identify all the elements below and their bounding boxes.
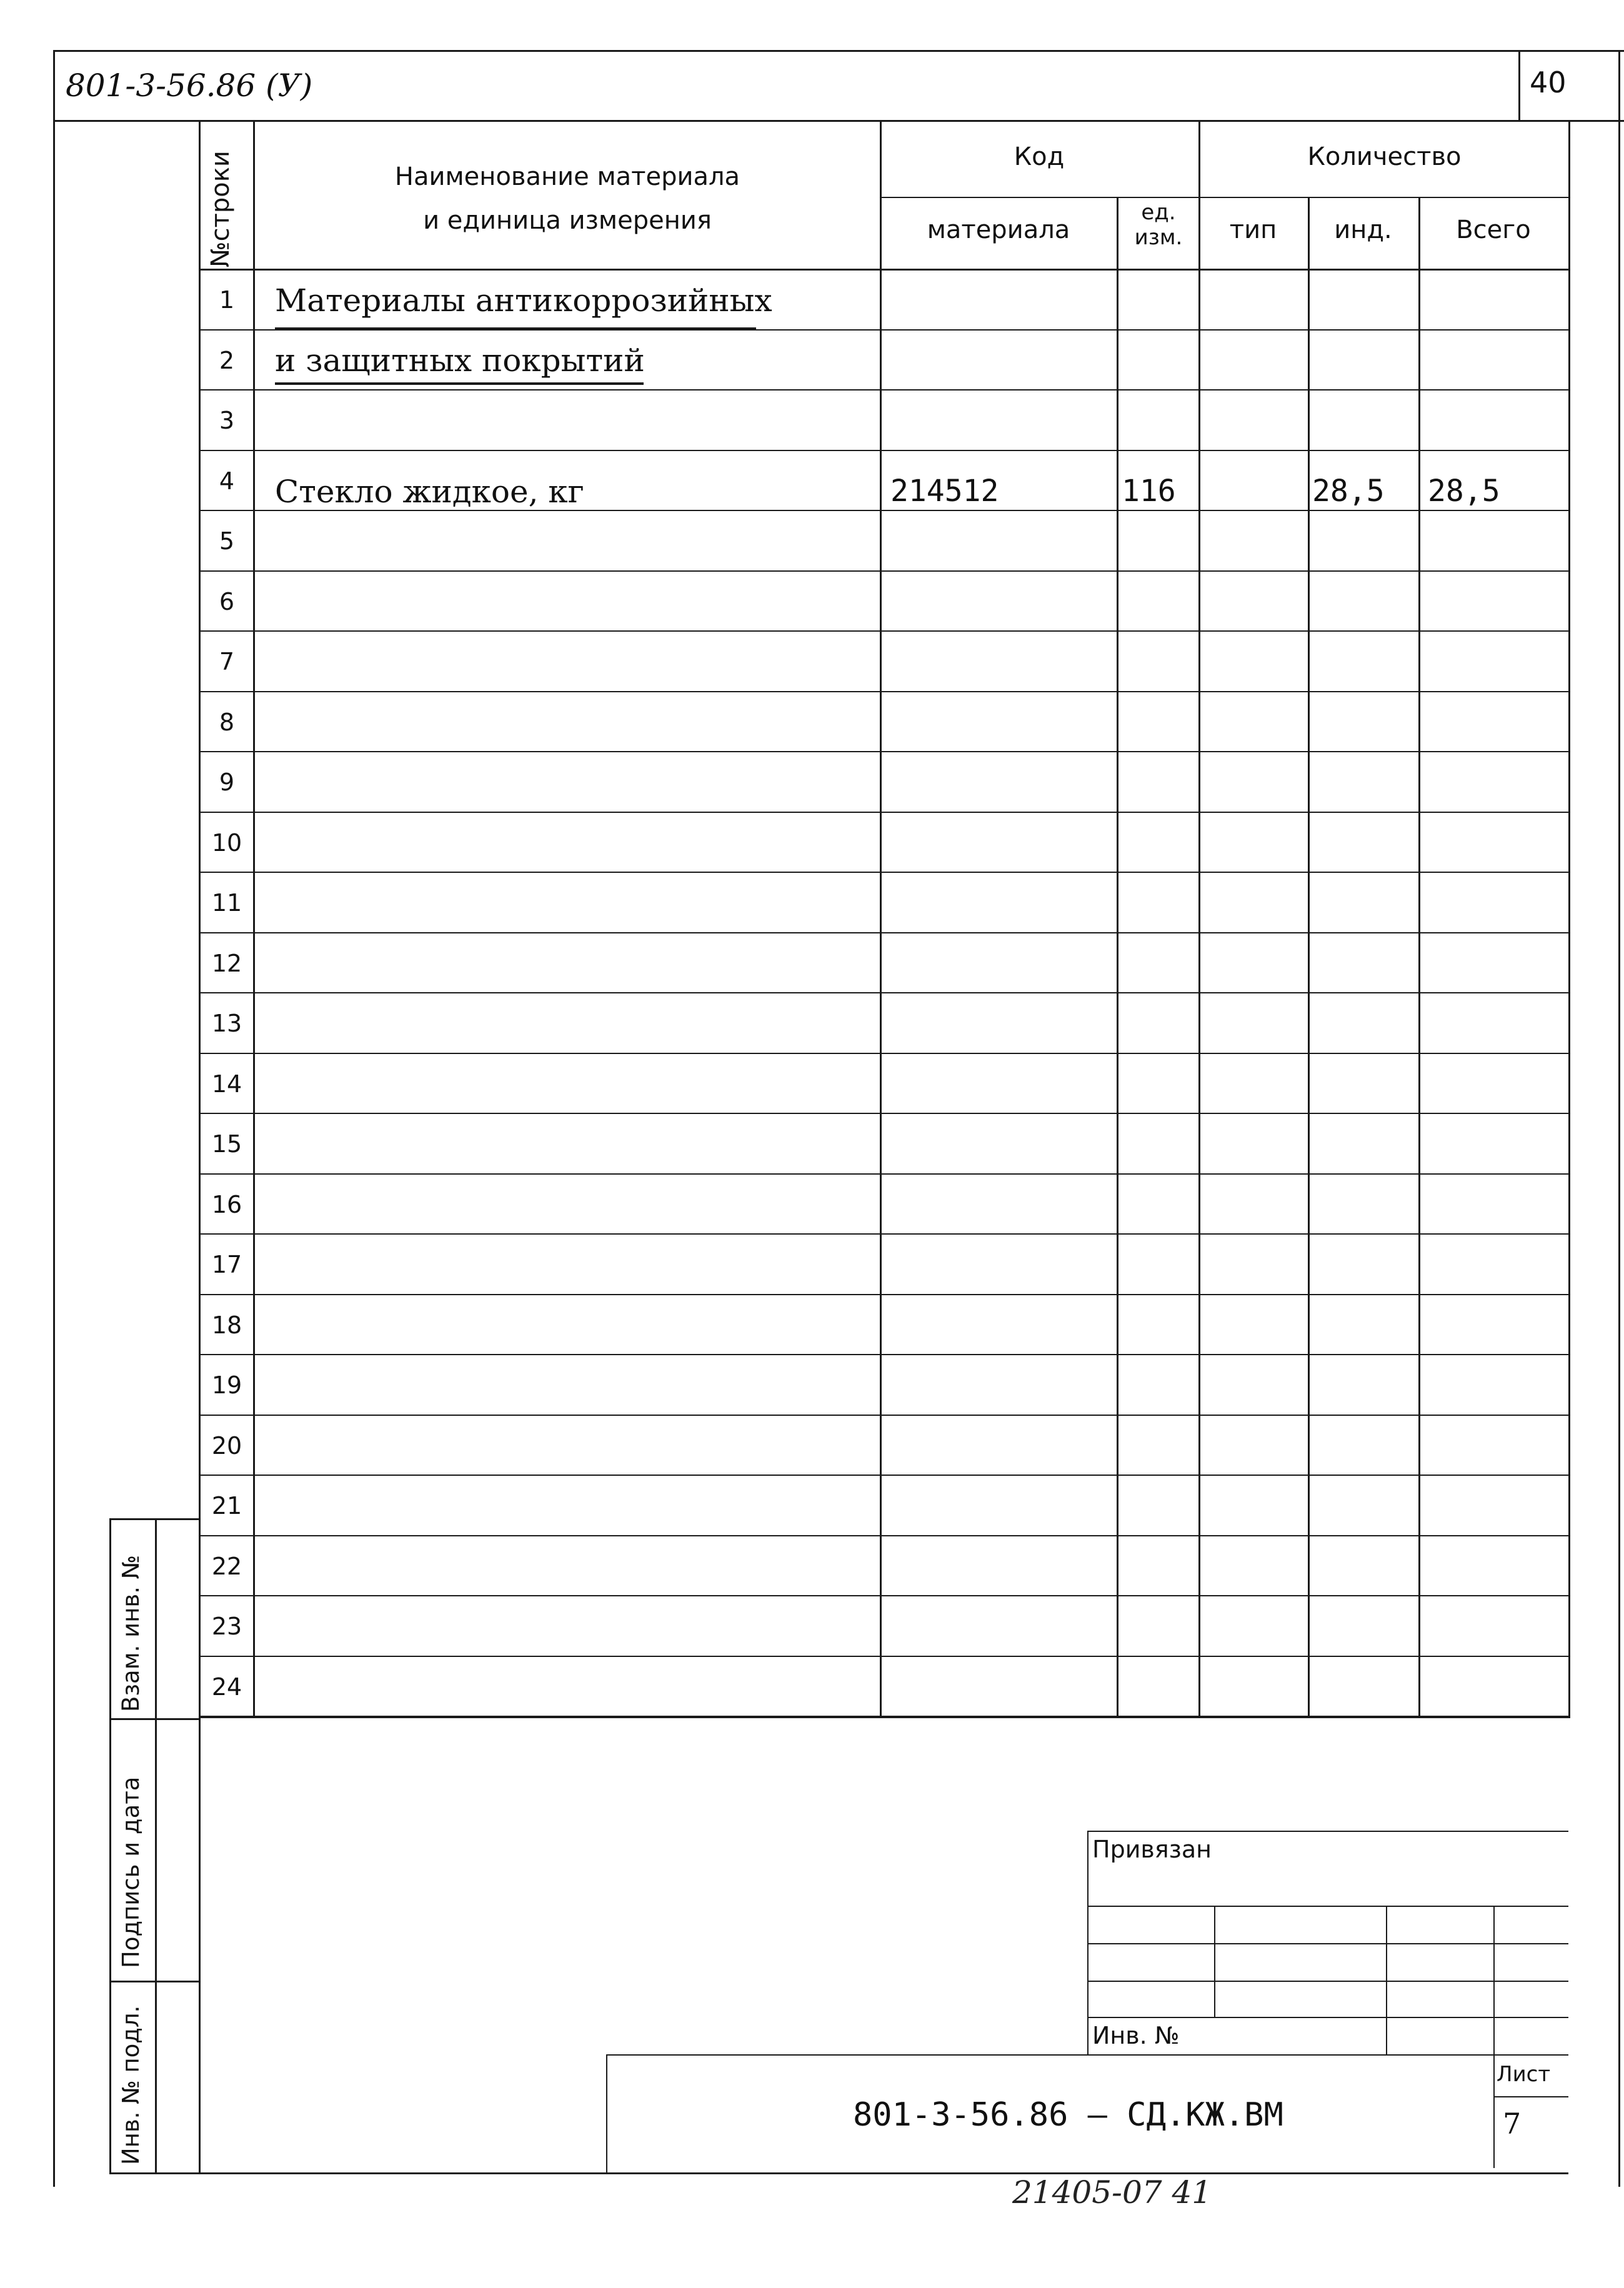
table-row-line: [199, 1595, 1570, 1596]
tb-v3: [1493, 1906, 1495, 2168]
col-qty-left: [1198, 120, 1200, 1718]
row4-total: 28,5: [1428, 474, 1500, 509]
frame-left: [53, 50, 55, 2187]
row-number: 12: [211, 950, 242, 977]
row4-name: Стекло жидкое, кг: [275, 474, 584, 510]
side-div1: [109, 1718, 200, 1720]
col-unit-left: [1117, 197, 1118, 1718]
header-split-line: [880, 197, 1570, 198]
table-row-line: [199, 1354, 1570, 1355]
table-row-line: [199, 932, 1570, 933]
frame-right: [1618, 50, 1620, 2187]
header-bottom-line: [53, 120, 1624, 122]
tb-v1: [1214, 1906, 1215, 2018]
designation-top: [606, 2054, 1568, 2056]
privyazan-label: Привязан: [1092, 1836, 1212, 1863]
row-number: 5: [219, 527, 235, 555]
row-number: 14: [211, 1070, 242, 1098]
table-row-line: [199, 1475, 1570, 1476]
tb-line1: [1087, 1906, 1568, 1907]
inv-podl-label: Инв. № подл.: [117, 2005, 144, 2165]
col-ind-left: [1308, 197, 1310, 1718]
table-row-line: [199, 691, 1570, 692]
table-row-line: [199, 1053, 1570, 1054]
tb-v2: [1386, 1906, 1387, 2056]
qty-ind-header: инд.: [1334, 216, 1392, 244]
table-row-line: [199, 1415, 1570, 1416]
list-divider: [1493, 2096, 1568, 2097]
tb-top: [1087, 1831, 1568, 1832]
row-number: 16: [211, 1191, 242, 1218]
tb-line4: [1087, 2017, 1568, 2018]
table-row-line: [199, 1113, 1570, 1114]
frame-top: [53, 50, 1624, 52]
code-unit-header: ед. изм.: [1134, 200, 1183, 250]
designation-left: [606, 2054, 607, 2174]
row-number: 3: [219, 407, 235, 434]
row-number: 23: [211, 1613, 242, 1640]
table-row-line: [199, 1173, 1570, 1175]
row4-unit: 116: [1122, 474, 1176, 509]
row-number: 17: [211, 1251, 242, 1278]
table-row-line: [199, 1535, 1570, 1536]
designation: 801-3-56.86 – СД.КЖ.ВМ: [853, 2096, 1283, 2134]
table-row-line: [199, 872, 1570, 873]
qty-type-header: тип: [1229, 216, 1277, 244]
qty-total-header: Всего: [1456, 216, 1531, 244]
row-number: 19: [211, 1371, 242, 1399]
row2-underline: [275, 382, 644, 385]
tb-line2: [1087, 1943, 1568, 1944]
row1-name: Материалы антикоррозийных: [275, 282, 772, 319]
vzam-inv-label: Взам. инв. №: [117, 1554, 144, 1712]
side-top: [109, 1518, 200, 1520]
row1-underline: [275, 327, 756, 330]
table-row-line: [199, 510, 1570, 511]
row4-ind: 28,5: [1312, 474, 1385, 509]
row-number: 4: [219, 467, 235, 495]
list-value: 7: [1503, 2107, 1522, 2141]
name-header: Наименование материала: [394, 162, 740, 191]
code-material-header: материала: [927, 216, 1070, 244]
table-row-line: [199, 570, 1570, 572]
list-label: Лист: [1497, 2062, 1551, 2087]
row-number: 8: [219, 709, 235, 736]
table-row-line: [199, 389, 1570, 390]
table-row-line: [199, 1294, 1570, 1295]
inv-no-label: Инв. №: [1092, 2022, 1180, 2049]
row-number: 6: [219, 588, 235, 615]
page-number: 40: [1530, 66, 1567, 99]
table-row-line: [199, 630, 1570, 632]
side-middle: [155, 1518, 157, 2174]
name-header-line2: и единица измерения: [423, 206, 712, 235]
row-number: 9: [219, 768, 235, 796]
bottom-line: [199, 2172, 1568, 2174]
col-total-left: [1418, 197, 1420, 1718]
row-number: 10: [211, 829, 242, 857]
row-number: 21: [211, 1492, 242, 1520]
page-number-divider: [1518, 50, 1520, 122]
archive-number: 21405-07 41: [1012, 2174, 1212, 2211]
row-number: 2: [219, 347, 235, 374]
row2-name: и защитных покрытий: [275, 342, 645, 379]
row-number: 22: [211, 1553, 242, 1580]
side-div2: [109, 1981, 200, 1982]
row-number: 15: [211, 1130, 242, 1158]
col-code-left: [880, 120, 882, 1718]
code-header: Код: [1014, 142, 1065, 171]
table-row-line: [199, 1656, 1570, 1657]
row-number: 11: [211, 889, 242, 917]
table-row-line: [199, 812, 1570, 813]
row-number: 7: [219, 648, 235, 675]
table-row-line: [199, 450, 1570, 451]
row-number: 24: [211, 1673, 242, 1701]
side-bottom: [109, 2172, 200, 2174]
row-number: 1: [219, 286, 235, 314]
row4-code: 214512: [890, 474, 999, 509]
table-row-line: [199, 1233, 1570, 1235]
header-bottom: [199, 269, 1570, 271]
tb-line3: [1087, 1981, 1568, 1982]
row-number: 20: [211, 1432, 242, 1460]
side-left: [109, 1518, 111, 2174]
row-number-header: №строки: [206, 151, 235, 267]
row-number: 13: [211, 1010, 242, 1037]
row-number: 18: [211, 1311, 242, 1339]
quantity-header: Количество: [1307, 142, 1462, 171]
table-right-line: [1568, 120, 1570, 1718]
table-bottom-line: [199, 1716, 1570, 1718]
table-row-line: [199, 751, 1570, 752]
document-code: 801-3-56.86 (У): [66, 67, 313, 104]
podpis-data-label: Подпись и дата: [117, 1776, 144, 1968]
table-row-line: [199, 992, 1570, 993]
